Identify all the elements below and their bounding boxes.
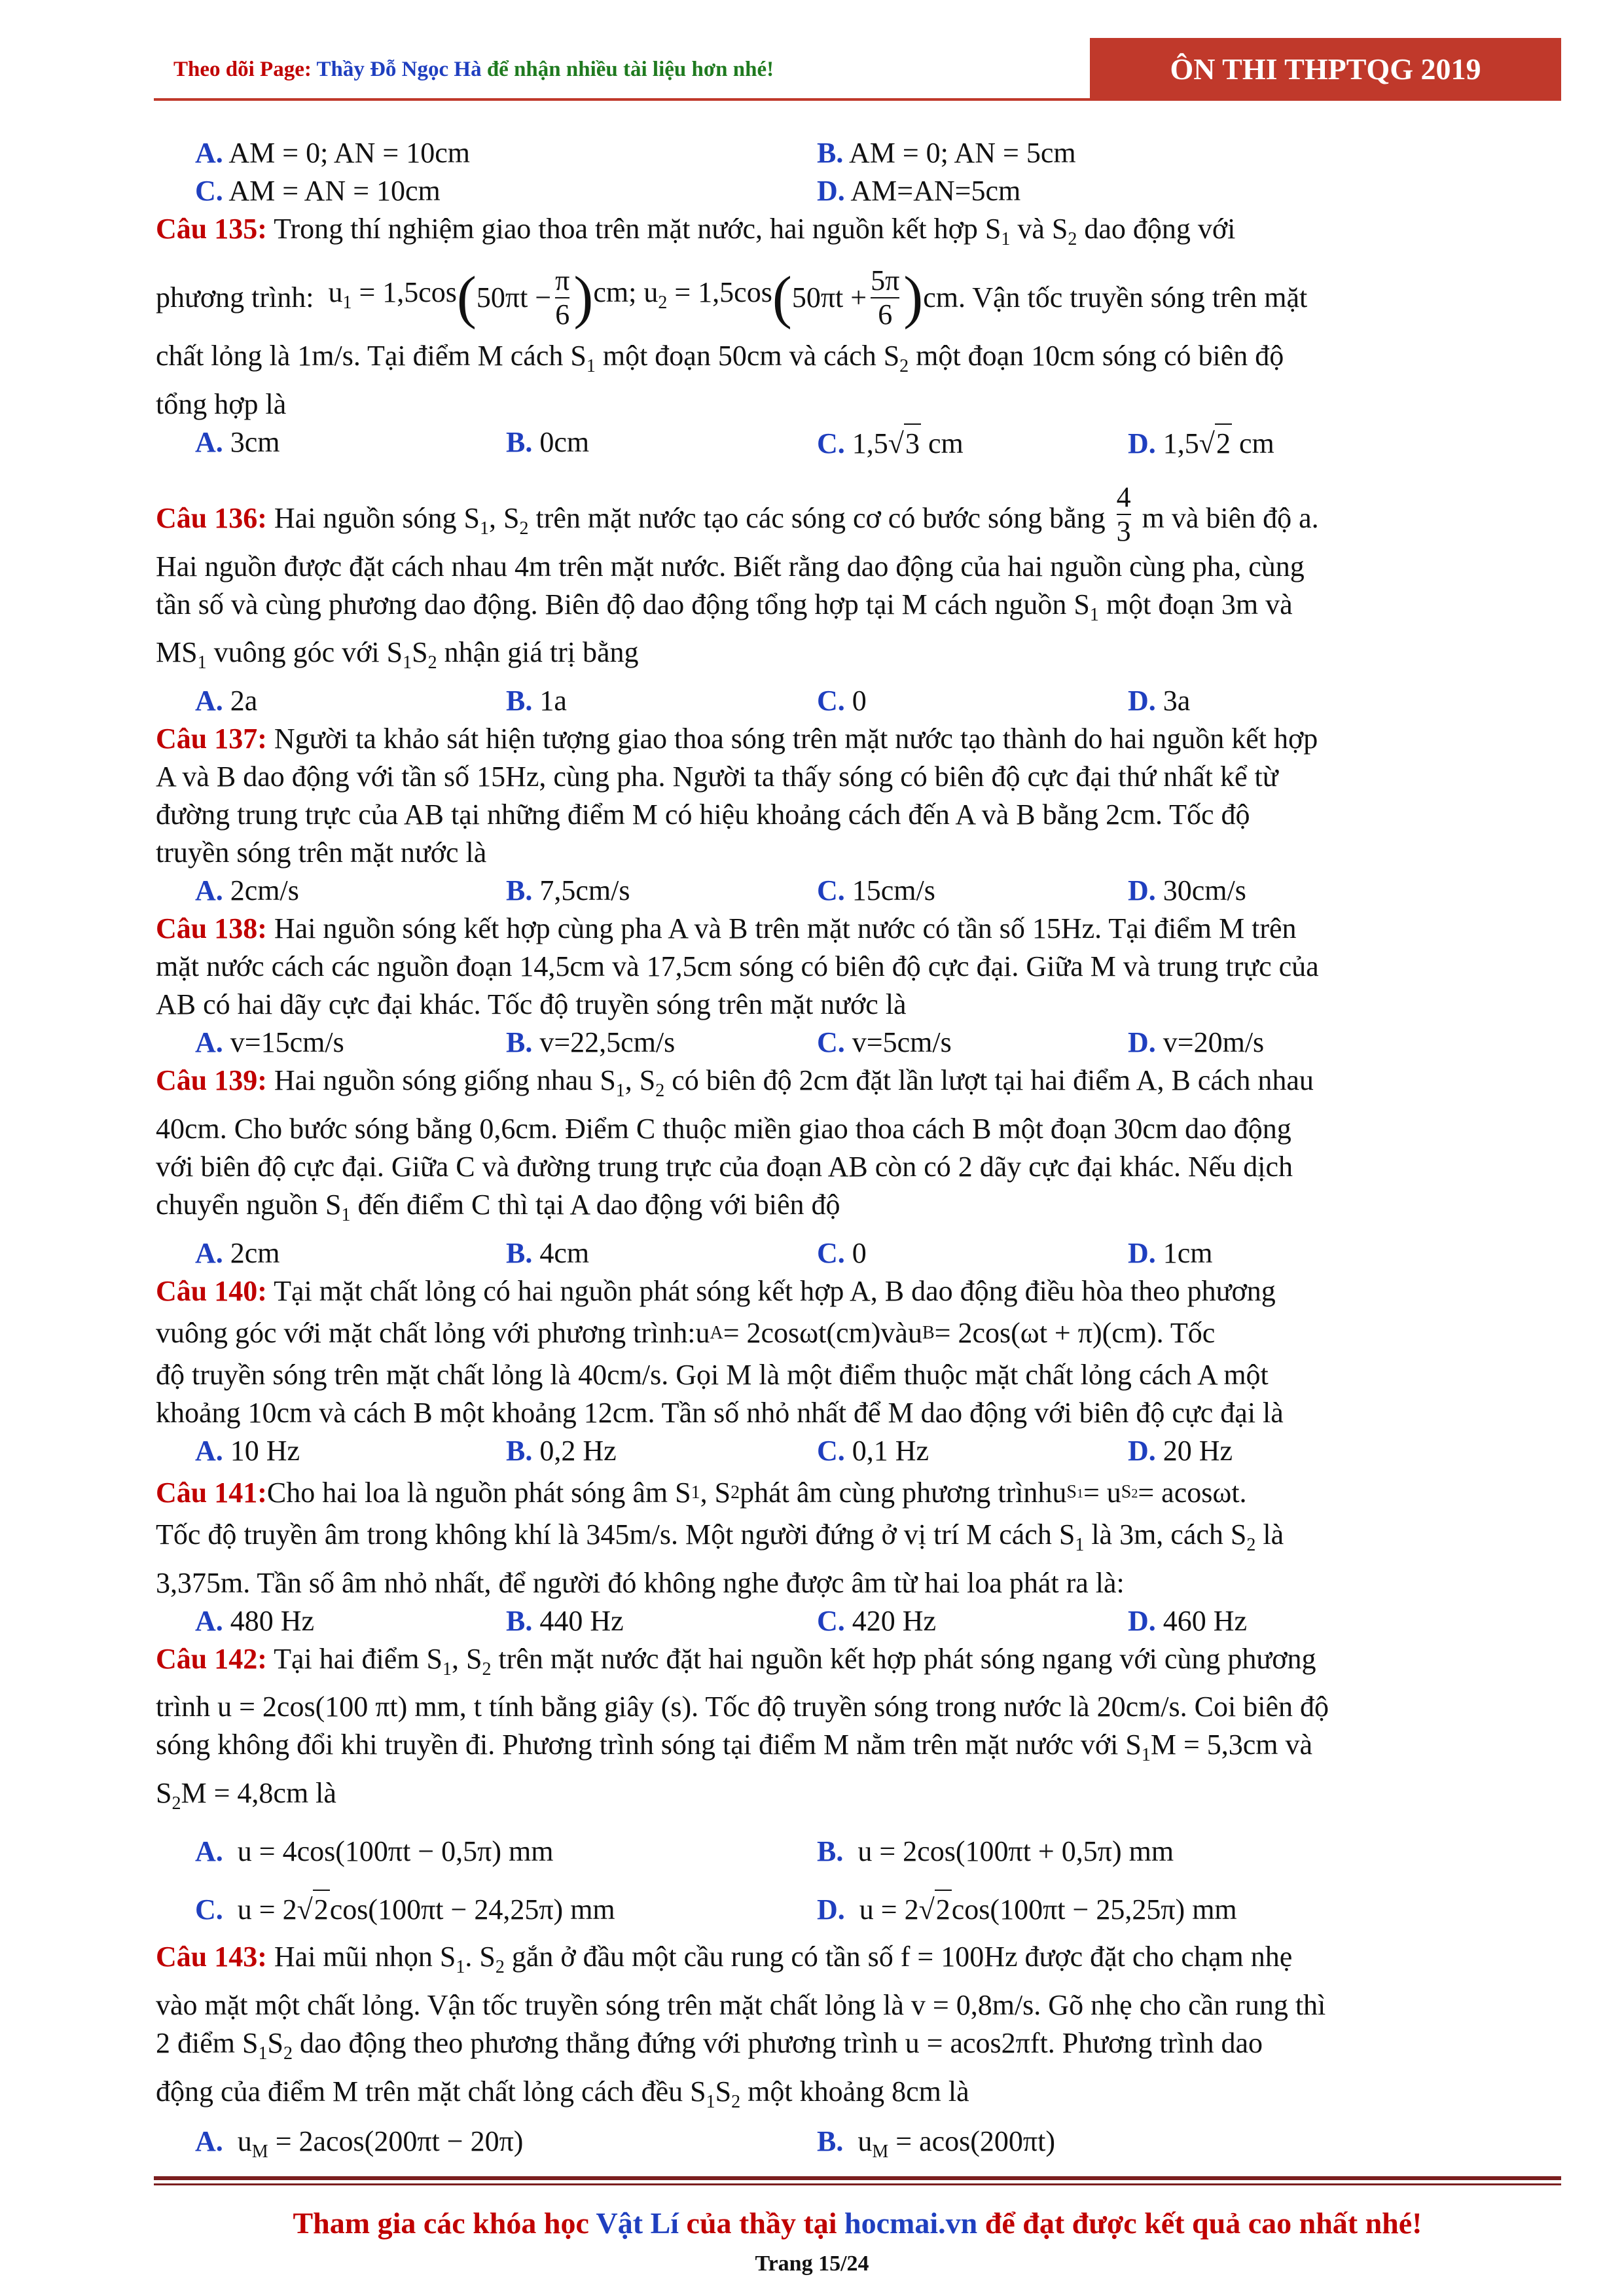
answer-row: A. 480 Hz B. 440 Hz C. 420 Hz D. 460 Hz <box>195 1604 1248 1637</box>
header-note: Theo dõi Page: Thầy Đỗ Ngọc Hà để nhận nhiều tài liệu hơn nhé! <box>173 58 774 81</box>
equation-line: phương trình: $u_1 = 1,5\cos$ ( 50πt − $\frac{\pi}{6}$ ) cm; $u_2 = 1,5\cos$ ( 50πt + $\frac{5\pi}{6}$ ) cm . Vận tốc truyền sóng trên mặt <box>156 264 1308 331</box>
question-137: Câu 137: Người ta khảo sát hiện tượng giao thoa sóng trên mặt nước tạo thành do hai nguồn kết hợp A và B dao động với tần số 15Hz, cùng pha. Người ta thấy sóng có biên độ cực đại thứ nhất kể từ đường trung trực của AB tại những điểm M có hiệu khoảng cách đến A và B bằng 2cm. Tốc độ truyền sóng trên mặt nước là A. 2cm/s B. 7,5cm/s C. 15cm/s D. 30cm/s <box>156 720 1471 910</box>
answer-row: A. 2cm/s B. 7,5cm/s C. 15cm/s D. 30cm/s <box>195 874 1246 907</box>
document-body <box>156 134 1471 2173</box>
question-143: Câu 143: Hai mũi nhọn $S_1$. $S_2$ gắn ở đầu một cầu rung có tần số f = 100Hz được đặt cho chạm nhẹ vào mặt một chất lỏng. Vận tốc truyền sóng trên mặt chất lỏng là v = 0,8m/s. Gõ nhẹ cho cần rung thì 2 điểm $S_1S_2$ dao động theo phương thẳng đứng với phương trình u = acos2πft. Phương trình dao động của điểm M trên mặt chất lỏng cách đều $S_1S_2$ một khoảng 8cm là A. $u_M = 2acos(200\pi t - 20\pi)$ B. $u_M = acos(200\pi t)$ <box>156 1938 1471 2173</box>
answer-row: A. AM = 0; AN = 10cm B. AM = 0; AN = 5cm <box>195 137 1076 169</box>
footer-divider <box>154 2183 1561 2185</box>
author-name[interactable]: Thầy Đỗ Ngọc Hà <box>316 58 482 81</box>
question-135: Câu 135: Trong thí nghiệm giao thoa trên mặt nước, hai nguồn kết hợp $S_1$ và $S_2$ dao động với phương trình: $u_1 = 1,5\cos$ ( 50πt − $\frac{\pi}{6}$ ) cm; $u_2 = 1,5\cos$ ( 50πt + $\frac{5\pi}{6}$ ) cm . Vận tốc truyền sóng trên mặt chất lỏng là 1m/s. Tại điểm M cách $S_1$ một đoạn 50cm và cách $S_2$ một đoạn 10cm sóng có biên độ tổng hợp là A. 3cm B. 0cm C. 1,5√3 cm D. 1,5√2 cm <box>156 210 1471 461</box>
answer-row: A. $u_M = 2acos(200\pi t - 20\pi)$ B. $u_M = acos(200\pi t)$ <box>195 2125 1056 2162</box>
question-138: Câu 138: Hai nguồn sóng kết hợp cùng pha A và B trên mặt nước có tần số 15Hz. Tại điểm M trên mặt nước cách các nguồn đoạn 14,5cm và 17,5cm sóng có biên độ cực đại. Giữa M và trung trực của AB có hai dãy cực đại khác. Tốc độ truyền sóng trên mặt nước là A. v=15cm/s B. v=22,5cm/s C. v=5cm/s D. v=20m/s <box>156 910 1471 1062</box>
question-140: Câu 140: Tại mặt chất lỏng có hai nguồn phát sóng kết hợp A, B dao động điều hòa theo phương vuông góc với mặt chất lỏng với phương trình: u A = 2cosωt(cm) và u B = 2cos(ωt + π)(cm) . Tốc độ truyền sóng trên mặt chất lỏng là 40cm/s. Gọi M là một điểm thuộc mặt chất lỏng cách A một khoảng 10cm và cách B một khoảng 12cm. Tần số nhỏ nhất để M dao động với biên độ cực đại là A. 10 Hz B. 0,2 Hz C. 0,1 Hz D. 20 Hz <box>156 1272 1471 1470</box>
question-141: Câu 141: Cho hai loa là nguồn phát sóng âm S 1 , S 2 phát âm cùng phương trình u S1 = u S2 = acosωt . Tốc độ truyền âm trong không khí là 345m/s. Một người đứng ở vị trí M cách $S_1$ là 3m, cách $S_2$ là 3,375m. Tần số âm nhỏ nhất, để người đó không nghe được âm từ hai loa phát ra là: A. 480 Hz B. 440 Hz C. 420 Hz D. 460 Hz <box>156 1470 1471 1640</box>
answer-row: A. 10 Hz B. 0,2 Hz C. 0,1 Hz D. 20 Hz <box>195 1434 1233 1467</box>
footer-divider <box>154 2176 1561 2180</box>
question-139: Câu 139: Hai nguồn sóng giống nhau $S_1$, $S_2$ có biên độ 2cm đặt lần lượt tại hai điểm A, B cách nhau 40cm. Cho bước sóng bằng 0,6cm. Điểm C thuộc miền giao thoa cách B một đoạn 30cm dao động với biên độ cực đại. Giữa C và đường trung trực của đoạn AB còn có 2 dãy cực đại khác. Nếu dịch chuyển nguồn $S_1$ đến điểm C thì tại A dao động với biên độ A. 2cm B. 4cm C. 0 D. 1cm <box>156 1062 1471 1272</box>
header-divider <box>154 98 1561 101</box>
page-number: Trang 15/24 <box>755 2251 869 2276</box>
answer-row: A. v=15cm/s B. v=22,5cm/s C. v=5cm/s D. v=20m/s <box>195 1026 1265 1059</box>
hocmai-link[interactable]: hocmai.vn <box>844 2206 978 2240</box>
answer-row: A. 3cm B. 0cm C. 1,5√3 cm D. 1,5√2 cm <box>156 423 1471 461</box>
exam-banner: ÔN THI THPTQG 2019 <box>1090 38 1561 100</box>
answer-row: A. u = 4cos(100πt − 0,5π) mm B. u = 2cos(100πt + 0,5π) mm <box>195 1835 1174 1867</box>
footer-promo: Tham gia các khóa học Vật Lí của thầy tại hocmai.vn để đạt được kết quả cao nhất nhé! <box>293 2206 1422 2240</box>
answer-row: A. 2a B. 1a C. 0 D. 3a <box>195 685 1191 717</box>
answer-row: C. u = 2√2cos(100πt − 24,25π) mm D. u = 2√2cos(100πt − 25,25π) mm <box>156 1880 1471 1938</box>
answer-row: C. AM = AN = 10cm D. AM=AN=5cm <box>195 175 1021 207</box>
question-142: Câu 142: Tại hai điểm $S_1$, $S_2$ trên mặt nước đặt hai nguồn kết hợp phát sóng ngang với cùng phương trình u = 2cos(100 πt) mm, t tính bằng giây (s). Tốc độ truyền sóng trong nước là 20cm/s. Coi biên độ sóng không đổi khi truyền đi. Phương trình sóng tại điểm M nằm trên mặt nước với $S_1M = 5,3cm$ và $S_2M = 4,8cm$ là A. u = 4cos(100πt − 0,5π) mm B. u = 2cos(100πt + 0,5π) mm C. u = 2√2cos(100πt − 24,25π) mm D. u = 2√2cos(100πt − 25,25π) mm <box>156 1640 1471 1938</box>
answer-row: A. 2cm B. 4cm C. 0 D. 1cm <box>195 1236 1213 1269</box>
question-136: Câu 136: Hai nguồn sóng $S_1$, $S_2$ trên mặt nước tạo các sóng cơ có bước sóng bằng $\frac{4}{3}$ m và biên độ a. Hai nguồn được đặt cách nhau 4m trên mặt nước. Biết rằng dao động của hai nguồn cùng pha, cùng tần số và cùng phương dao động. Biên độ dao động tổng hợp tại M cách nguồn $S_1$ một đoạn 3m và $MS_1$ vuông góc với $S_1S_2$ nhận giá trị bằng A. 2a B. 1a C. 0 D. 3a <box>156 481 1471 721</box>
